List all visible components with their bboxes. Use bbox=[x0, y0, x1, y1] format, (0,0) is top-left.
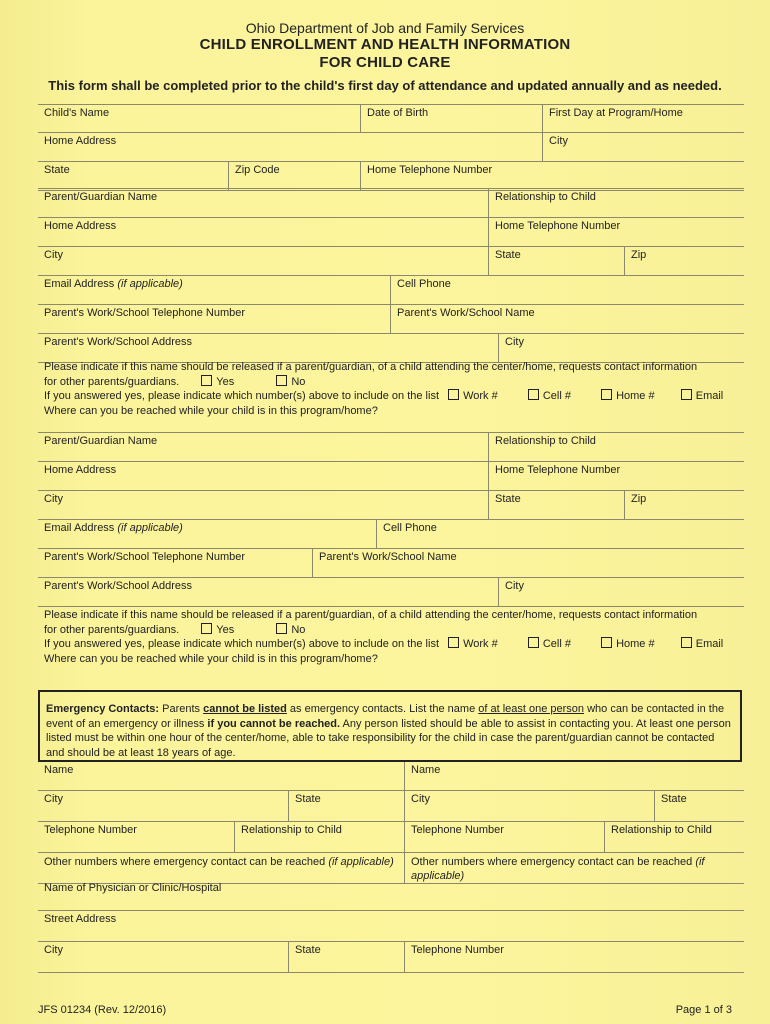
page-number: Page 1 of 3 bbox=[675, 1004, 732, 1016]
agency-name: Ohio Department of Job and Family Services bbox=[245, 20, 525, 36]
form-id: JFS 01234 (Rev. 12/2016) bbox=[38, 1004, 167, 1016]
parent1-city-field[interactable]: City bbox=[44, 249, 63, 261]
emergency1-city-field[interactable]: City bbox=[44, 793, 63, 805]
parent1-work-address-field[interactable]: Parent's Work/School Address bbox=[44, 336, 193, 348]
parent1-work-checkbox[interactable] bbox=[448, 389, 459, 400]
emergency-contacts-grid bbox=[38, 762, 744, 884]
physician-grid bbox=[38, 880, 744, 973]
parent2-work-address-field[interactable]: Parent's Work/School Address bbox=[44, 580, 193, 592]
child-state-field[interactable]: State bbox=[44, 164, 70, 176]
parent2-yes-checkbox[interactable] bbox=[201, 623, 212, 634]
child-home-address-field[interactable]: Home Address bbox=[44, 135, 117, 147]
parent2-home-phone-field[interactable]: Home Telephone Number bbox=[488, 462, 744, 490]
parent1-relationship-field[interactable]: Relationship to Child bbox=[488, 189, 744, 217]
child-home-phone-field[interactable]: Home Telephone Number bbox=[360, 162, 744, 190]
parent1-state-field[interactable]: State bbox=[488, 247, 624, 275]
form-instruction: This form shall be completed prior to the child's first day of attendance and updated annually and as needed. bbox=[48, 78, 722, 93]
parent2-cell-checkbox[interactable] bbox=[528, 637, 539, 648]
emergency2-other-numbers-field[interactable]: Other numbers where emergency contact can be reached (if applicable) bbox=[404, 853, 744, 883]
physician-city-field[interactable]: City bbox=[44, 944, 63, 956]
child-info-grid bbox=[38, 104, 744, 191]
physician-street-field[interactable]: Street Address bbox=[44, 913, 117, 925]
parent2-relationship-field[interactable]: Relationship to Child bbox=[488, 433, 744, 461]
parent1-no-checkbox[interactable] bbox=[276, 375, 287, 386]
parent2-city-field[interactable]: City bbox=[44, 493, 63, 505]
parent1-home-checkbox[interactable] bbox=[601, 389, 612, 400]
emergency2-state-field[interactable]: State bbox=[654, 791, 744, 821]
physician-state-field[interactable]: State bbox=[288, 942, 404, 972]
parent1-name-field[interactable]: Parent/Guardian Name bbox=[44, 191, 158, 203]
parent2-release-block: Please indicate if this name should be released if a parent/guardian, of a child attending the center/home, requests contact information for other parents/guardians. Yes No If you answered yes, please indicate which number(s) above to include on the list Work # Cell # Home # Email Where can you be reached while your child is in this program/home? bbox=[44, 609, 724, 665]
parent2-home-checkbox[interactable] bbox=[601, 637, 612, 648]
parent1-home-phone-field[interactable]: Home Telephone Number bbox=[488, 218, 744, 246]
parent2-name-field[interactable]: Parent/Guardian Name bbox=[44, 435, 158, 447]
parent1-grid bbox=[38, 188, 744, 363]
parent1-zip-field[interactable]: Zip bbox=[624, 247, 744, 275]
parent2-work-phone-field[interactable]: Parent's Work/School Telephone Number bbox=[44, 551, 246, 563]
emergency1-relationship-field[interactable]: Relationship to Child bbox=[234, 822, 404, 852]
emergency-contacts-notice: Emergency Contacts: Parents cannot be listed as emergency contacts. List the name of at least one person who can be contacted in the event of an emergency or illness if you cannot be reached. Any person listed should be able to assist in contacting you. At least one person listed must be within one hour of the center/home, able to take responsibility for the child in case the parent/guardian cannot be contacted and should be at least 18 years of age. bbox=[38, 690, 742, 762]
physician-phone-field[interactable]: Telephone Number bbox=[404, 942, 744, 972]
parent1-email-checkbox[interactable] bbox=[681, 389, 692, 400]
parent2-grid bbox=[38, 432, 744, 607]
child-name-field[interactable]: Child's Name bbox=[44, 107, 110, 119]
parent2-home-address-field[interactable]: Home Address bbox=[44, 464, 117, 476]
parent1-release-block: Please indicate if this name should be released if a parent/guardian, of a child attending the center/home, requests contact information for other parents/guardians. Yes No If you answered yes, please indicate which number(s) above to include on the list Work # Cell # Home # Email Where can you be reached while your child is in this program/home? bbox=[44, 361, 724, 417]
emergency1-state-field[interactable]: State bbox=[288, 791, 404, 821]
form-title-line1: CHILD ENROLLMENT AND HEALTH INFORMATION bbox=[199, 36, 571, 53]
physician-name-field[interactable]: Name of Physician or Clinic/Hospital bbox=[44, 882, 222, 894]
parent1-work-name-field[interactable]: Parent's Work/School Name bbox=[390, 305, 744, 333]
parent1-email-field[interactable]: Email Address (if applicable) bbox=[44, 278, 183, 290]
child-dob-field[interactable]: Date of Birth bbox=[360, 105, 542, 132]
parent2-email-field[interactable]: Email Address (if applicable) bbox=[44, 522, 183, 534]
parent1-cell-checkbox[interactable] bbox=[528, 389, 539, 400]
parent2-work-checkbox[interactable] bbox=[448, 637, 459, 648]
emergency1-other-numbers-field[interactable]: Other numbers where emergency contact can be reached (if applicable) bbox=[44, 856, 394, 868]
parent2-cell-field[interactable]: Cell Phone bbox=[376, 520, 744, 548]
parent2-work-city-field[interactable]: City bbox=[498, 578, 744, 606]
parent1-work-phone-field[interactable]: Parent's Work/School Telephone Number bbox=[44, 307, 246, 319]
parent1-work-city-field[interactable]: City bbox=[498, 334, 744, 362]
child-city-field[interactable]: City bbox=[542, 133, 744, 161]
child-zip-field[interactable]: Zip Code bbox=[228, 162, 360, 190]
form-title-line2: FOR CHILD CARE bbox=[319, 54, 451, 71]
emergency2-name-field[interactable]: Name bbox=[404, 762, 744, 790]
emergency2-phone-field[interactable]: Telephone Number bbox=[404, 822, 604, 852]
parent2-no-checkbox[interactable] bbox=[276, 623, 287, 634]
parent2-zip-field[interactable]: Zip bbox=[624, 491, 744, 519]
parent1-cell-field[interactable]: Cell Phone bbox=[390, 276, 744, 304]
parent2-email-checkbox[interactable] bbox=[681, 637, 692, 648]
emergency1-name-field[interactable]: Name bbox=[44, 764, 74, 776]
parent2-state-field[interactable]: State bbox=[488, 491, 624, 519]
parent1-yes-checkbox[interactable] bbox=[201, 375, 212, 386]
parent2-work-name-field[interactable]: Parent's Work/School Name bbox=[312, 549, 744, 577]
first-day-field[interactable]: First Day at Program/Home bbox=[542, 105, 744, 132]
emergency1-phone-field[interactable]: Telephone Number bbox=[44, 824, 137, 836]
emergency2-relationship-field[interactable]: Relationship to Child bbox=[604, 822, 744, 852]
parent1-home-address-field[interactable]: Home Address bbox=[44, 220, 117, 232]
emergency2-city-field[interactable]: City bbox=[404, 791, 654, 821]
